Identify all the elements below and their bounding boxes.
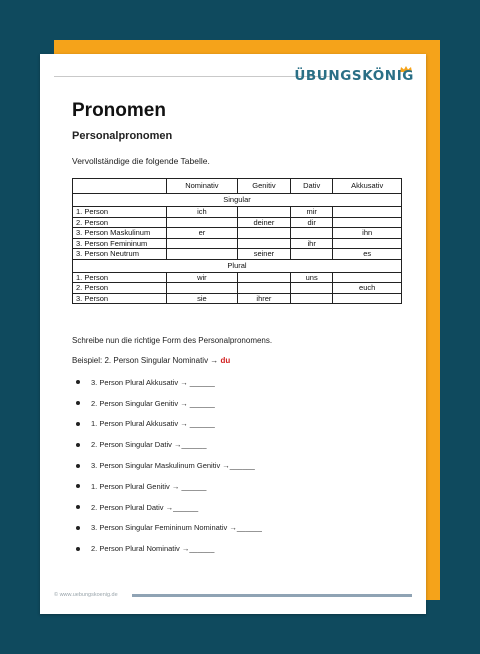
table-cell: mir bbox=[291, 207, 333, 218]
table-cell bbox=[333, 272, 402, 283]
table-cell: er bbox=[167, 228, 238, 239]
task-text: 2. Person Plural Nominativ →______ bbox=[91, 544, 215, 554]
task-text: 1. Person Plural Genitiv → ______ bbox=[91, 481, 207, 491]
table-cell bbox=[333, 207, 402, 218]
section-label-singular: Singular bbox=[73, 194, 402, 207]
bullet-icon bbox=[76, 443, 80, 447]
table-cell bbox=[237, 228, 290, 239]
table-header-row bbox=[73, 179, 402, 194]
task-text: 1. Person Plural Akkusativ → ______ bbox=[91, 419, 215, 429]
table-cell: 3. Person Maskulinum bbox=[73, 228, 167, 239]
task-text: 3. Person Singular Femininum Nominativ →______ bbox=[91, 523, 262, 533]
bullet-icon bbox=[76, 380, 80, 384]
list-item bbox=[76, 455, 386, 476]
table-cell: uns bbox=[291, 272, 333, 283]
table-cell: seiner bbox=[237, 249, 290, 260]
form-instruction: Schreibe nun die richtige Form des Personalpronomens. bbox=[72, 336, 273, 345]
list-item bbox=[76, 372, 386, 393]
brand-logo: ÜBUNGSKÖNIG bbox=[294, 68, 414, 84]
task-text: 3. Person Plural Akkusativ → ______ bbox=[91, 377, 215, 387]
bullet-icon bbox=[76, 464, 80, 468]
header-divider bbox=[54, 76, 330, 77]
header-cell: Genitiv bbox=[237, 179, 290, 194]
bullet-icon bbox=[76, 526, 80, 530]
list-item bbox=[76, 393, 386, 414]
table-cell: ich bbox=[167, 207, 238, 218]
table-cell: sie bbox=[167, 293, 238, 304]
table-cell: ihrer bbox=[237, 293, 290, 304]
task-text: 2. Person Singular Dativ →______ bbox=[91, 440, 207, 450]
example-answer: du bbox=[220, 356, 231, 365]
header-cell: Akkusativ bbox=[333, 179, 402, 194]
section-label-plural: Plural bbox=[73, 259, 402, 272]
table-cell: wir bbox=[167, 272, 238, 283]
table-row bbox=[73, 293, 402, 304]
list-item bbox=[76, 434, 386, 455]
list-item bbox=[76, 497, 386, 518]
list-item bbox=[76, 476, 386, 497]
table-cell: 1. Person bbox=[73, 272, 167, 283]
header-cell: Nominativ bbox=[167, 179, 238, 194]
bullet-icon bbox=[76, 547, 80, 551]
table-row bbox=[73, 272, 402, 283]
table-cell: 3. Person bbox=[73, 293, 167, 304]
task-text: 2. Person Plural Dativ →______ bbox=[91, 502, 199, 512]
list-item bbox=[76, 538, 386, 559]
table-cell: 2. Person bbox=[73, 283, 167, 294]
table-cell bbox=[333, 293, 402, 304]
table-cell: es bbox=[333, 249, 402, 260]
example-line bbox=[72, 356, 230, 365]
worksheet-page bbox=[40, 54, 426, 614]
task-text: 3. Person Singular Maskulinum Genitiv →______ bbox=[91, 461, 255, 471]
table-cell: deiner bbox=[237, 217, 290, 228]
pronoun-table bbox=[72, 178, 402, 304]
table-cell: ihr bbox=[291, 238, 333, 249]
table-cell: dir bbox=[291, 217, 333, 228]
table-cell bbox=[333, 217, 402, 228]
table-instruction: Vervollständige die folgende Tabelle. bbox=[72, 156, 210, 166]
task-text: 2. Person Singular Genitiv → ______ bbox=[91, 398, 215, 408]
footer-bar bbox=[132, 594, 412, 597]
header-cell bbox=[73, 179, 167, 194]
table-cell bbox=[291, 249, 333, 260]
table-cell bbox=[291, 228, 333, 239]
example-prefix: Beispiel: 2. Person Singular Nominativ → bbox=[72, 356, 219, 365]
table-cell bbox=[167, 249, 238, 260]
table-cell: ihn bbox=[333, 228, 402, 239]
bullet-icon bbox=[76, 484, 80, 488]
table-cell bbox=[291, 283, 333, 294]
list-item bbox=[76, 414, 386, 435]
table-cell: 3. Person Neutrum bbox=[73, 249, 167, 260]
table-cell bbox=[167, 238, 238, 249]
table-cell bbox=[237, 238, 290, 249]
table-row bbox=[73, 249, 402, 260]
bullet-icon bbox=[76, 505, 80, 509]
table-cell bbox=[333, 238, 402, 249]
header-cell: Dativ bbox=[291, 179, 333, 194]
footer-url: © www.uebungskoenig.de bbox=[54, 592, 118, 598]
table-row bbox=[73, 207, 402, 218]
page-subtitle: Personalpronomen bbox=[72, 130, 173, 142]
table-cell: 3. Person Femininum bbox=[73, 238, 167, 249]
task-list bbox=[76, 372, 386, 559]
table-row bbox=[73, 217, 402, 228]
list-item bbox=[76, 518, 386, 539]
page-title: Pronomen bbox=[72, 100, 166, 121]
bullet-icon bbox=[76, 422, 80, 426]
table-cell bbox=[291, 293, 333, 304]
table-cell bbox=[237, 283, 290, 294]
table-cell: euch bbox=[333, 283, 402, 294]
table-cell: 1. Person bbox=[73, 207, 167, 218]
table-cell bbox=[237, 272, 290, 283]
table-row bbox=[73, 283, 402, 294]
table-cell: 2. Person bbox=[73, 217, 167, 228]
table-row bbox=[73, 238, 402, 249]
table-cell bbox=[237, 207, 290, 218]
table-row bbox=[73, 228, 402, 239]
table-cell bbox=[167, 283, 238, 294]
bullet-icon bbox=[76, 401, 80, 405]
table-cell bbox=[167, 217, 238, 228]
